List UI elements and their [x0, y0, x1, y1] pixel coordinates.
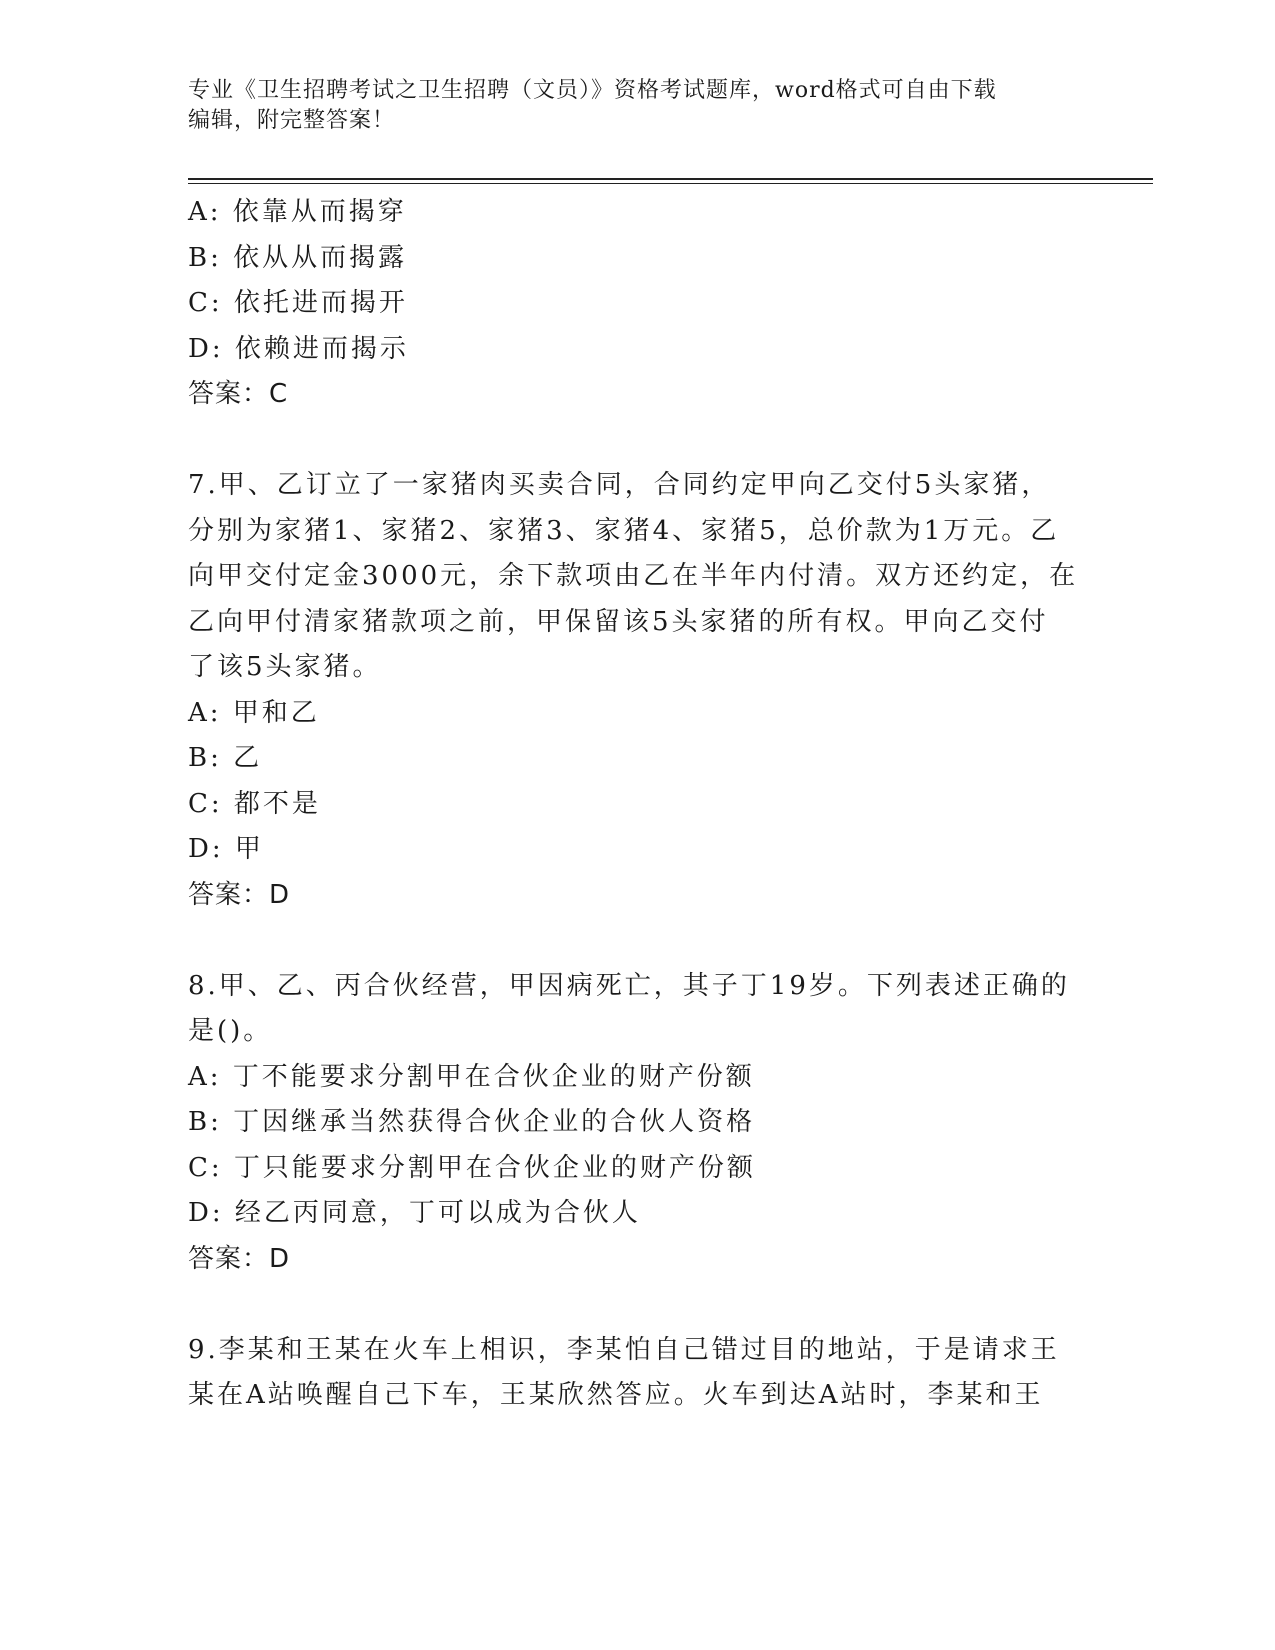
question-text-line: 9.李某和王某在火车上相识，李某怕自己错过目的地站，于是请求王 [188, 1334, 1060, 1365]
question-7-block [188, 463, 1088, 918]
option-b: B: 乙 [188, 743, 263, 773]
header-divider-thin [188, 183, 1153, 184]
question-text-line: 某在A站唤醒自己下车，王某欣然答应。火车到达A站时，李某和王 [188, 1380, 1044, 1410]
question-text-line: 8.甲、乙、丙合伙经营，甲因病死亡，其子丁19岁。下列表述正确的 [188, 970, 1070, 1001]
question-text-line: 乙向甲付清家猪款项之前，甲保留该5头家猪的所有权。甲向乙交付 [188, 606, 1049, 637]
header-divider-thick [188, 178, 1153, 180]
question-8-block [188, 964, 1088, 1283]
question-6-block [188, 190, 1088, 418]
question-text-line: 分别为家猪1、家猪2、家猪3、家猪4、家猪5，总价款为1万元。乙 [188, 515, 1060, 546]
question-9-block [188, 1328, 1088, 1419]
spacer [188, 1282, 1088, 1328]
option-d: D: 甲 [188, 834, 264, 864]
document-body [188, 190, 1088, 1419]
option-d: D: 经乙丙同意，丁可以成为合伙人 [188, 1198, 641, 1228]
question-text-line: 7.甲、乙订立了一家猪肉买卖合同，合同约定甲向乙交付5头家猪， [188, 470, 1051, 500]
question-text-line: 向甲交付定金3000元，余下款项由乙在半年内付清。双方还约定，在 [188, 561, 1079, 591]
answer-line: 答案：D [188, 879, 291, 910]
document-header [188, 76, 1088, 136]
question-text-line: 了该5头家猪。 [188, 652, 382, 682]
answer-line: 答案：C [188, 379, 289, 409]
spacer [188, 918, 1088, 964]
option-a: A: 丁不能要求分割甲在合伙企业的财产份额 [188, 1061, 755, 1092]
option-c: C: 丁只能要求分割甲在合伙企业的财产份额 [188, 1152, 756, 1183]
question-text-line: 是()。 [188, 1016, 273, 1046]
option-c: C: 都不是 [188, 788, 321, 819]
option-a: A: 依靠从而揭穿 [188, 197, 407, 227]
answer-line: 答案：D [188, 1243, 291, 1274]
option-b: B: 依从从而揭露 [188, 242, 408, 273]
option-d: D: 依赖进而揭示 [188, 333, 409, 364]
option-b: B: 丁因继承当然获得合伙企业的合伙人资格 [188, 1107, 756, 1137]
option-a: A: 甲和乙 [188, 697, 320, 728]
spacer [188, 418, 1088, 464]
option-c: C: 依托进而揭开 [188, 288, 408, 318]
header-line-1: 专业《卫生招聘考试之卫生招聘（文员）》资格考试题库，word格式可自由下载 [188, 78, 997, 103]
header-line-2: 编辑，附完整答案！ [188, 108, 396, 133]
